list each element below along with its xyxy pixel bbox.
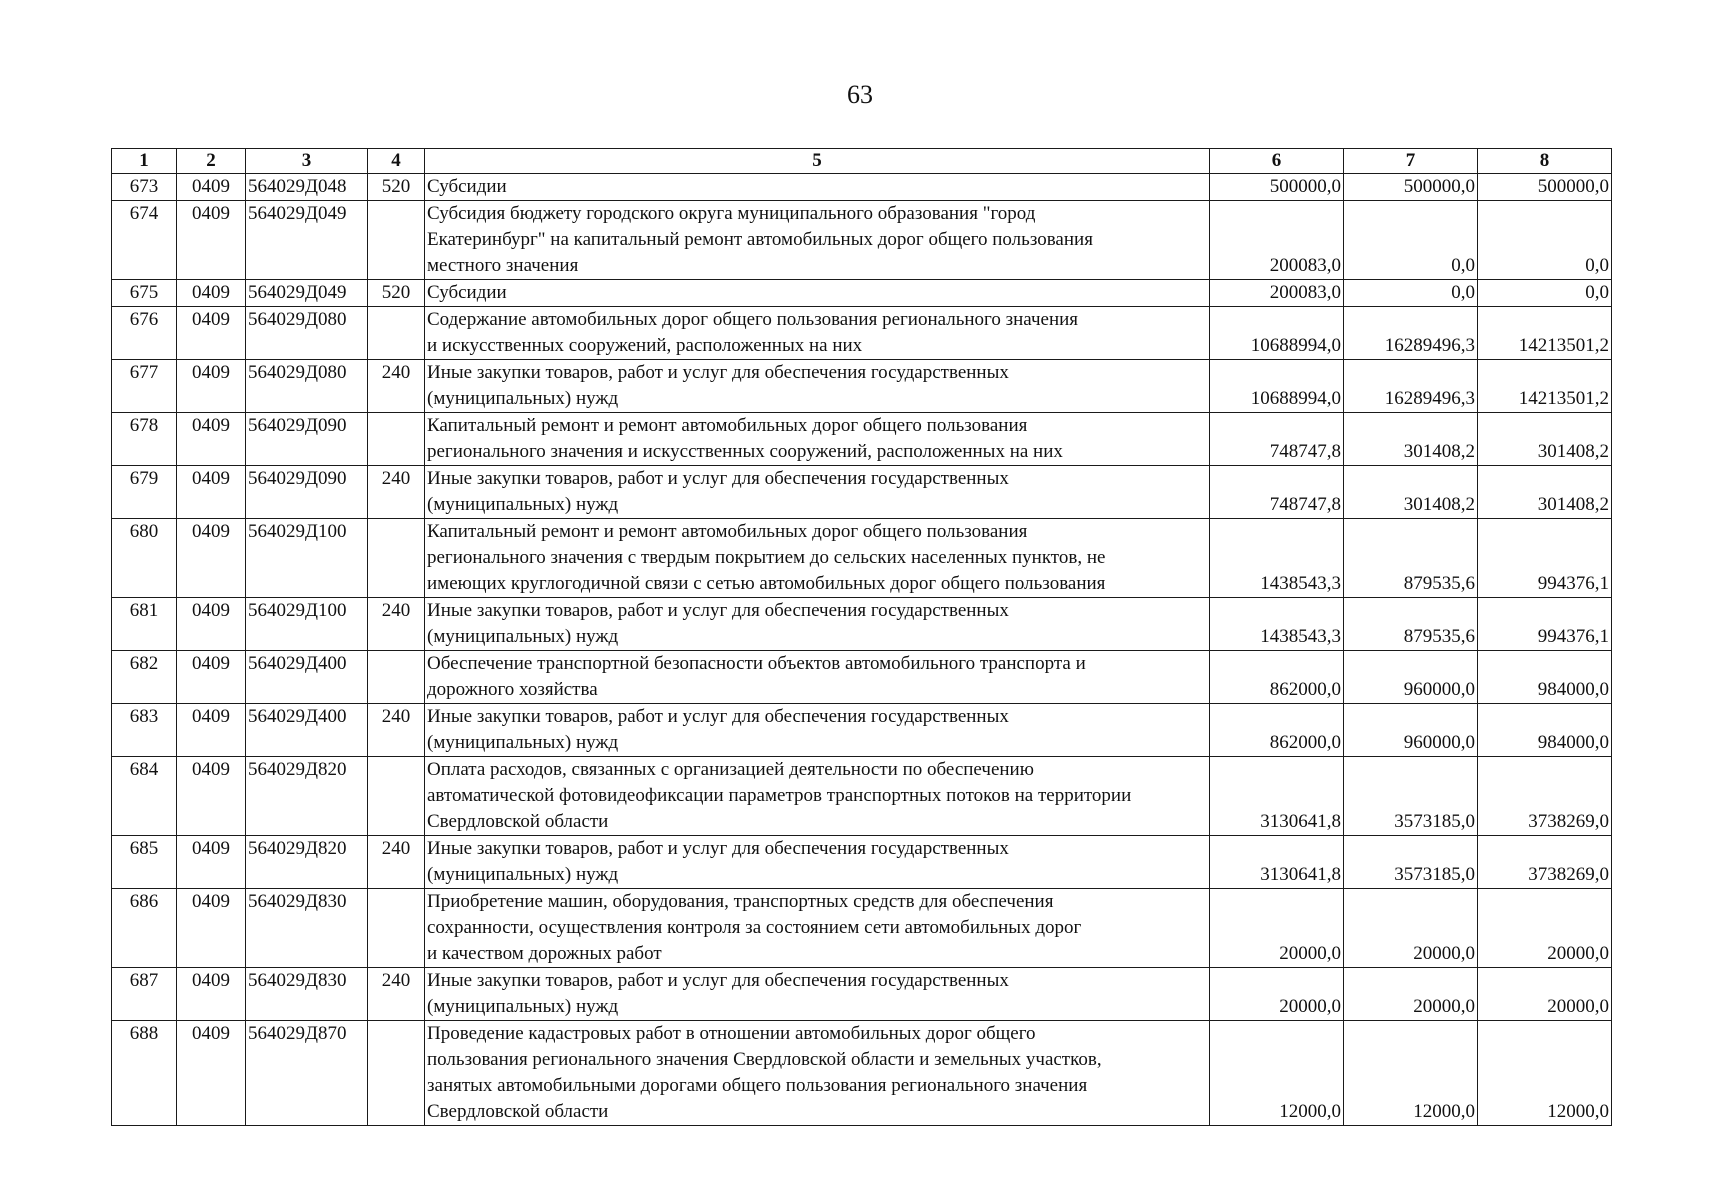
section-code-cell: 0409	[177, 201, 246, 280]
item-name-line: (муниципальных) нужд	[427, 864, 619, 885]
section-code-cell: 0409	[177, 280, 246, 307]
amount-col6-cell: 200083,0	[1210, 280, 1344, 307]
amount-col6-cell: 200083,0	[1210, 201, 1344, 280]
item-name-line: регионального значения с твердым покрытием до сельских населенных пунктов, не	[427, 547, 1106, 568]
amount-col7-cell: 20000,0	[1344, 889, 1478, 968]
amount-col6-cell: 862000,0	[1210, 651, 1344, 704]
amount-col7-cell: 16289496,3	[1344, 360, 1478, 413]
section-code-cell: 0409	[177, 307, 246, 360]
item-name-line: Капитальный ремонт и ремонт автомобильных дорог общего пользования	[427, 415, 1028, 436]
section-code-cell: 0409	[177, 413, 246, 466]
amount-col8-cell: 20000,0	[1478, 889, 1612, 968]
item-name-line: (муниципальных) нужд	[427, 732, 619, 753]
item-name-line: Оплата расходов, связанных с организацией деятельности по обеспечению	[427, 759, 1034, 780]
expense-type-cell: 240	[368, 968, 425, 1021]
expense-type-cell	[368, 651, 425, 704]
target-article-cell: 564029Д090	[246, 466, 368, 519]
item-name-line: регионального значения и искусственных сооружений, расположенных на них	[427, 441, 1063, 462]
amount-col8-cell: 12000,0	[1478, 1021, 1612, 1126]
item-name-line: и качеством дорожных работ	[427, 943, 662, 964]
amount-col8-cell: 0,0	[1478, 201, 1612, 280]
target-article-cell: 564029Д400	[246, 651, 368, 704]
section-code-cell: 0409	[177, 1021, 246, 1126]
item-name-line: занятых автомобильными дорогами общего пользования регионального значения	[427, 1075, 1088, 1096]
table-row	[112, 519, 1612, 598]
target-article-cell: 564029Д870	[246, 1021, 368, 1126]
amount-col7-cell: 879535,6	[1344, 598, 1478, 651]
amount-col7-cell: 500000,0	[1344, 174, 1478, 201]
table-body	[112, 174, 1612, 1126]
expense-type-cell: 240	[368, 836, 425, 889]
item-name-line: Иные закупки товаров, работ и услуг для обеспечения государственных	[427, 970, 1009, 991]
table-row	[112, 598, 1612, 651]
target-article-cell: 564029Д048	[246, 174, 368, 201]
item-name-cell	[425, 466, 1210, 519]
item-name-line: Иные закупки товаров, работ и услуг для обеспечения государственных	[427, 600, 1009, 621]
table-row	[112, 280, 1612, 307]
amount-col6-cell: 10688994,0	[1210, 360, 1344, 413]
section-code-cell: 0409	[177, 836, 246, 889]
expense-type-cell: 520	[368, 174, 425, 201]
header-cell: 3	[246, 149, 368, 174]
target-article-cell: 564029Д100	[246, 519, 368, 598]
amount-col7-cell: 3573185,0	[1344, 757, 1478, 836]
row-number-cell: 685	[112, 836, 177, 889]
target-article-cell: 564029Д080	[246, 307, 368, 360]
amount-col7-cell: 301408,2	[1344, 413, 1478, 466]
header-cell: 8	[1478, 149, 1612, 174]
item-name-cell	[425, 968, 1210, 1021]
item-name-cell	[425, 174, 1210, 201]
item-name-line: Проведение кадастровых работ в отношении автомобильных дорог общего	[427, 1023, 1036, 1044]
row-number-cell: 684	[112, 757, 177, 836]
header-cell: 7	[1344, 149, 1478, 174]
row-number-cell: 681	[112, 598, 177, 651]
table-header-row	[112, 149, 1612, 174]
target-article-cell: 564029Д830	[246, 968, 368, 1021]
item-name-cell	[425, 413, 1210, 466]
section-code-cell: 0409	[177, 968, 246, 1021]
row-number-cell: 673	[112, 174, 177, 201]
amount-col6-cell: 20000,0	[1210, 889, 1344, 968]
row-number-cell: 677	[112, 360, 177, 413]
expense-type-cell	[368, 1021, 425, 1126]
item-name-line: Субсидии	[427, 282, 507, 303]
amount-col6-cell: 1438543,3	[1210, 598, 1344, 651]
item-name-cell	[425, 757, 1210, 836]
row-number-cell: 675	[112, 280, 177, 307]
item-name-line: пользования регионального значения Свердловской области и земельных участков,	[427, 1049, 1102, 1070]
table-row	[112, 307, 1612, 360]
target-article-cell: 564029Д049	[246, 201, 368, 280]
amount-col7-cell: 960000,0	[1344, 651, 1478, 704]
target-article-cell: 564029Д100	[246, 598, 368, 651]
expense-type-cell	[368, 519, 425, 598]
section-code-cell: 0409	[177, 598, 246, 651]
item-name-cell	[425, 598, 1210, 651]
section-code-cell: 0409	[177, 889, 246, 968]
item-name-line: Иные закупки товаров, работ и услуг для обеспечения государственных	[427, 362, 1009, 383]
amount-col7-cell: 960000,0	[1344, 704, 1478, 757]
section-code-cell: 0409	[177, 360, 246, 413]
amount-col6-cell: 12000,0	[1210, 1021, 1344, 1126]
amount-col8-cell: 984000,0	[1478, 651, 1612, 704]
amount-col8-cell: 500000,0	[1478, 174, 1612, 201]
expense-type-cell	[368, 201, 425, 280]
amount-col6-cell: 1438543,3	[1210, 519, 1344, 598]
item-name-line: дорожного хозяйства	[427, 679, 598, 700]
table-row	[112, 836, 1612, 889]
amount-col7-cell: 3573185,0	[1344, 836, 1478, 889]
amount-col7-cell: 879535,6	[1344, 519, 1478, 598]
amount-col8-cell: 0,0	[1478, 280, 1612, 307]
item-name-line: и искусственных сооружений, расположенных на них	[427, 335, 863, 356]
item-name-line: имеющих круглогодичной связи с сетью автомобильных дорог общего пользования	[427, 573, 1106, 594]
target-article-cell: 564029Д830	[246, 889, 368, 968]
amount-col8-cell: 301408,2	[1478, 466, 1612, 519]
amount-col6-cell: 10688994,0	[1210, 307, 1344, 360]
amount-col8-cell: 20000,0	[1478, 968, 1612, 1021]
item-name-line: (муниципальных) нужд	[427, 494, 619, 515]
row-number-cell: 676	[112, 307, 177, 360]
expense-type-cell	[368, 413, 425, 466]
section-code-cell: 0409	[177, 757, 246, 836]
table-row	[112, 360, 1612, 413]
item-name-line: Иные закупки товаров, работ и услуг для обеспечения государственных	[427, 706, 1009, 727]
budget-table	[111, 148, 1612, 1126]
expense-type-cell	[368, 307, 425, 360]
item-name-line: Приобретение машин, оборудования, транспортных средств для обеспечения	[427, 891, 1054, 912]
amount-col8-cell: 3738269,0	[1478, 836, 1612, 889]
item-name-cell	[425, 836, 1210, 889]
item-name-line: Субсидии	[427, 176, 507, 197]
item-name-line: Обеспечение транспортной безопасности объектов автомобильного транспорта и	[427, 653, 1086, 674]
header-cell: 2	[177, 149, 246, 174]
item-name-line: Субсидия бюджету городского округа муниципального образования "город	[427, 203, 1036, 224]
item-name-line: Иные закупки товаров, работ и услуг для обеспечения государственных	[427, 838, 1009, 859]
table-row	[112, 174, 1612, 201]
header-cell: 4	[368, 149, 425, 174]
item-name-line: Содержание автомобильных дорог общего пользования регионального значения	[427, 309, 1079, 330]
amount-col8-cell: 994376,1	[1478, 598, 1612, 651]
target-article-cell: 564029Д820	[246, 836, 368, 889]
header-cell: 6	[1210, 149, 1344, 174]
item-name-line: Капитальный ремонт и ремонт автомобильных дорог общего пользования	[427, 521, 1028, 542]
row-number-cell: 678	[112, 413, 177, 466]
item-name-cell	[425, 1021, 1210, 1126]
amount-col7-cell: 20000,0	[1344, 968, 1478, 1021]
amount-col6-cell: 500000,0	[1210, 174, 1344, 201]
target-article-cell: 564029Д080	[246, 360, 368, 413]
table-row	[112, 889, 1612, 968]
amount-col8-cell: 14213501,2	[1478, 360, 1612, 413]
row-number-cell: 680	[112, 519, 177, 598]
table-row	[112, 413, 1612, 466]
amount-col8-cell: 301408,2	[1478, 413, 1612, 466]
section-code-cell: 0409	[177, 519, 246, 598]
section-code-cell: 0409	[177, 466, 246, 519]
item-name-cell	[425, 651, 1210, 704]
amount-col6-cell: 3130641,8	[1210, 836, 1344, 889]
item-name-cell	[425, 704, 1210, 757]
amount-col6-cell: 3130641,8	[1210, 757, 1344, 836]
expense-type-cell: 240	[368, 466, 425, 519]
item-name-cell	[425, 280, 1210, 307]
expense-type-cell: 240	[368, 598, 425, 651]
amount-col7-cell: 12000,0	[1344, 1021, 1478, 1126]
section-code-cell: 0409	[177, 651, 246, 704]
expense-type-cell: 520	[368, 280, 425, 307]
item-name-line: (муниципальных) нужд	[427, 388, 619, 409]
expense-type-cell: 240	[368, 704, 425, 757]
amount-col8-cell: 14213501,2	[1478, 307, 1612, 360]
table-row	[112, 968, 1612, 1021]
item-name-cell	[425, 889, 1210, 968]
item-name-line: (муниципальных) нужд	[427, 626, 619, 647]
row-number-cell: 688	[112, 1021, 177, 1126]
table-row	[112, 651, 1612, 704]
amount-col6-cell: 862000,0	[1210, 704, 1344, 757]
target-article-cell: 564029Д400	[246, 704, 368, 757]
amount-col8-cell: 3738269,0	[1478, 757, 1612, 836]
item-name-cell	[425, 201, 1210, 280]
row-number-cell: 686	[112, 889, 177, 968]
table-row	[112, 757, 1612, 836]
amount-col6-cell: 748747,8	[1210, 413, 1344, 466]
amount-col8-cell: 994376,1	[1478, 519, 1612, 598]
amount-col8-cell: 984000,0	[1478, 704, 1612, 757]
item-name-line: Иные закупки товаров, работ и услуг для обеспечения государственных	[427, 468, 1009, 489]
amount-col7-cell: 16289496,3	[1344, 307, 1478, 360]
item-name-line: местного значения	[427, 255, 579, 276]
amount-col7-cell: 301408,2	[1344, 466, 1478, 519]
item-name-cell	[425, 519, 1210, 598]
table-row	[112, 704, 1612, 757]
amount-col7-cell: 0,0	[1344, 280, 1478, 307]
table-row	[112, 466, 1612, 519]
table-row	[112, 201, 1612, 280]
section-code-cell: 0409	[177, 704, 246, 757]
header-cell: 5	[425, 149, 1210, 174]
expense-type-cell	[368, 757, 425, 836]
target-article-cell: 564029Д090	[246, 413, 368, 466]
item-name-cell	[425, 307, 1210, 360]
row-number-cell: 679	[112, 466, 177, 519]
row-number-cell: 674	[112, 201, 177, 280]
row-number-cell: 687	[112, 968, 177, 1021]
item-name-line: автоматической фотовидеофиксации параметров транспортных потоков на территории	[427, 785, 1132, 806]
row-number-cell: 683	[112, 704, 177, 757]
table-row	[112, 1021, 1612, 1126]
amount-col6-cell: 748747,8	[1210, 466, 1344, 519]
amount-col7-cell: 0,0	[1344, 201, 1478, 280]
expense-type-cell	[368, 889, 425, 968]
item-name-line: Екатеринбург" на капитальный ремонт автомобильных дорог общего пользования	[427, 229, 1093, 250]
row-number-cell: 682	[112, 651, 177, 704]
expense-type-cell: 240	[368, 360, 425, 413]
item-name-cell	[425, 360, 1210, 413]
item-name-line: (муниципальных) нужд	[427, 996, 619, 1017]
target-article-cell: 564029Д820	[246, 757, 368, 836]
item-name-line: Свердловской области	[427, 811, 609, 832]
amount-col6-cell: 20000,0	[1210, 968, 1344, 1021]
item-name-line: сохранности, осуществления контроля за состоянием сети автомобильных дорог	[427, 917, 1082, 938]
header-cell: 1	[112, 149, 177, 174]
target-article-cell: 564029Д049	[246, 280, 368, 307]
item-name-line: Свердловской области	[427, 1101, 609, 1122]
section-code-cell: 0409	[177, 174, 246, 201]
page-number: 63	[847, 80, 873, 109]
